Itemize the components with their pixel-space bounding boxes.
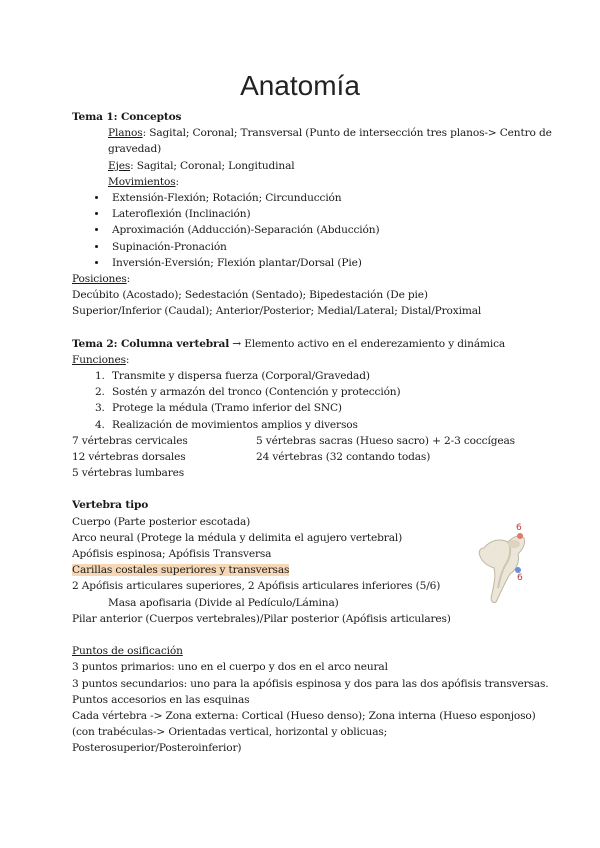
list-item: • Supinación-Pronación — [108, 239, 552, 255]
funciones-label: Funciones — [72, 353, 126, 366]
posiciones-label: Posiciones — [72, 273, 127, 286]
highlighted-text: Carillas costales superiores y transversas — [72, 564, 290, 577]
vertebras-left: 7 vértebras cervicales — [72, 434, 188, 447]
document-body — [72, 109, 552, 757]
ejes-line — [72, 158, 552, 174]
vertebra-line: Apófisis espinosa; Apófisis Transversa — [72, 548, 272, 561]
vertebras-row — [72, 433, 552, 449]
posiciones-line-1: Decúbito (Acostado); Sedestación (Sentado); Bipedestación (De pie) — [72, 289, 428, 302]
vertebras-right: 5 vértebras sacras (Hueso sacro) + 2-3 coccígeas — [256, 434, 515, 447]
vertebras-left: 12 vértebras dorsales — [72, 451, 186, 464]
list-item: 2. Sostén y armazón del tronco (Contención y protección) — [108, 384, 552, 400]
document-title: Anatomía — [240, 70, 360, 101]
movimientos-line — [72, 174, 552, 190]
funciones-line — [72, 352, 552, 368]
vertebra-line: Cuerpo (Parte posterior escotada) — [72, 515, 251, 528]
list-item: • Extensión-Flexión; Rotación; Circunducción — [108, 190, 552, 206]
vertebra-tipo-heading: Vertebra tipo — [72, 499, 149, 512]
osificacion-line: Cada vértebra -> Zona externa: Cortical (Hueso denso); Zona interna (Hueso esponjoso) (con trabéculas-> Orientadas vertical, horizontal y oblicuas; Posterosuperior/Posteroinferior) — [72, 709, 536, 755]
vertebras-left: 5 vértebras lumbares — [72, 467, 185, 480]
vertebra-line: Pilar anterior (Cuerpos vertebrales)/Pilar posterior (Apófisis articulares) — [72, 612, 451, 625]
planos-line — [72, 125, 552, 157]
posiciones-line — [72, 271, 552, 287]
list-item: 3. Protege la médula (Tramo inferior del SNC) — [108, 400, 552, 416]
tema2-arrow-text: → Elemento activo en el enderezamiento y dinámica — [229, 337, 506, 350]
planos-text: : Sagital; Coronal; Transversal (Punto de intersección tres planos-> Centro de gravedad) — [108, 127, 552, 156]
figure-label-top: 6 — [516, 523, 522, 533]
vertebra-indented-line: Masa apofisaria (Divide al Pedículo/Lámina) — [108, 596, 339, 609]
vertebra-line: 2 Apófisis articulares superiores, 2 Apófisis articulares inferiores (5/6) — [72, 580, 441, 593]
list-item: • Lateroflexión (Inclinación) — [108, 206, 552, 222]
movimientos-suffix: : — [175, 175, 179, 188]
tema2-heading-line — [72, 336, 552, 352]
osificacion-heading: Puntos de osificación — [72, 645, 183, 658]
movimientos-label: Movimientos — [108, 175, 176, 188]
ejes-label: Ejes — [108, 159, 131, 172]
ejes-text: : Sagital; Coronal; Longitudinal — [130, 159, 295, 172]
vertebras-row — [72, 449, 552, 465]
figure-label-bottom: 6 — [517, 573, 523, 583]
osificacion-line: 3 puntos secundarios: uno para la apófisis espinosa y dos para las dos apófisis transversas. — [72, 677, 549, 690]
osificacion-line: 3 puntos primarios: uno en el cuerpo y dos en el arco neural — [72, 661, 388, 674]
vertebras-right: 24 vértebras (32 contando todas) — [256, 451, 431, 464]
funciones-list — [72, 368, 552, 433]
posiciones-suffix: : — [126, 273, 131, 286]
figure-marker-bottom — [515, 567, 521, 573]
vertebras-row — [72, 465, 552, 481]
funciones-suffix: : — [125, 353, 130, 366]
list-item: • Aproximación (Adducción)-Separación (Abducción) — [108, 222, 552, 238]
posiciones-line-2: Superior/Inferior (Caudal); Anterior/Posterior; Medial/Lateral; Distal/Proximal — [72, 305, 482, 318]
list-item: 4. Realización de movimientos amplios y diversos — [108, 417, 552, 433]
list-item: 1. Transmite y dispersa fuerza (Corporal/Gravedad) — [108, 368, 552, 384]
figure-marker-top — [517, 533, 523, 539]
tema1-heading: Tema 1: Conceptos — [72, 111, 182, 123]
list-item: • Inversión-Eversión; Flexión plantar/Dorsal (Pie) — [108, 255, 552, 271]
tema2-heading: Tema 2: Columna vertebral — [72, 337, 230, 350]
vertebra-facet-shape — [508, 540, 520, 548]
planos-label: Planos — [108, 127, 143, 140]
osificacion-line: Puntos accesorios en las esquinas — [72, 693, 250, 706]
movimientos-list — [72, 190, 552, 271]
vertebra-illustration — [470, 518, 532, 608]
vertebra-line: Arco neural (Protege la médula y delimita el agujero vertebral) — [72, 531, 403, 544]
